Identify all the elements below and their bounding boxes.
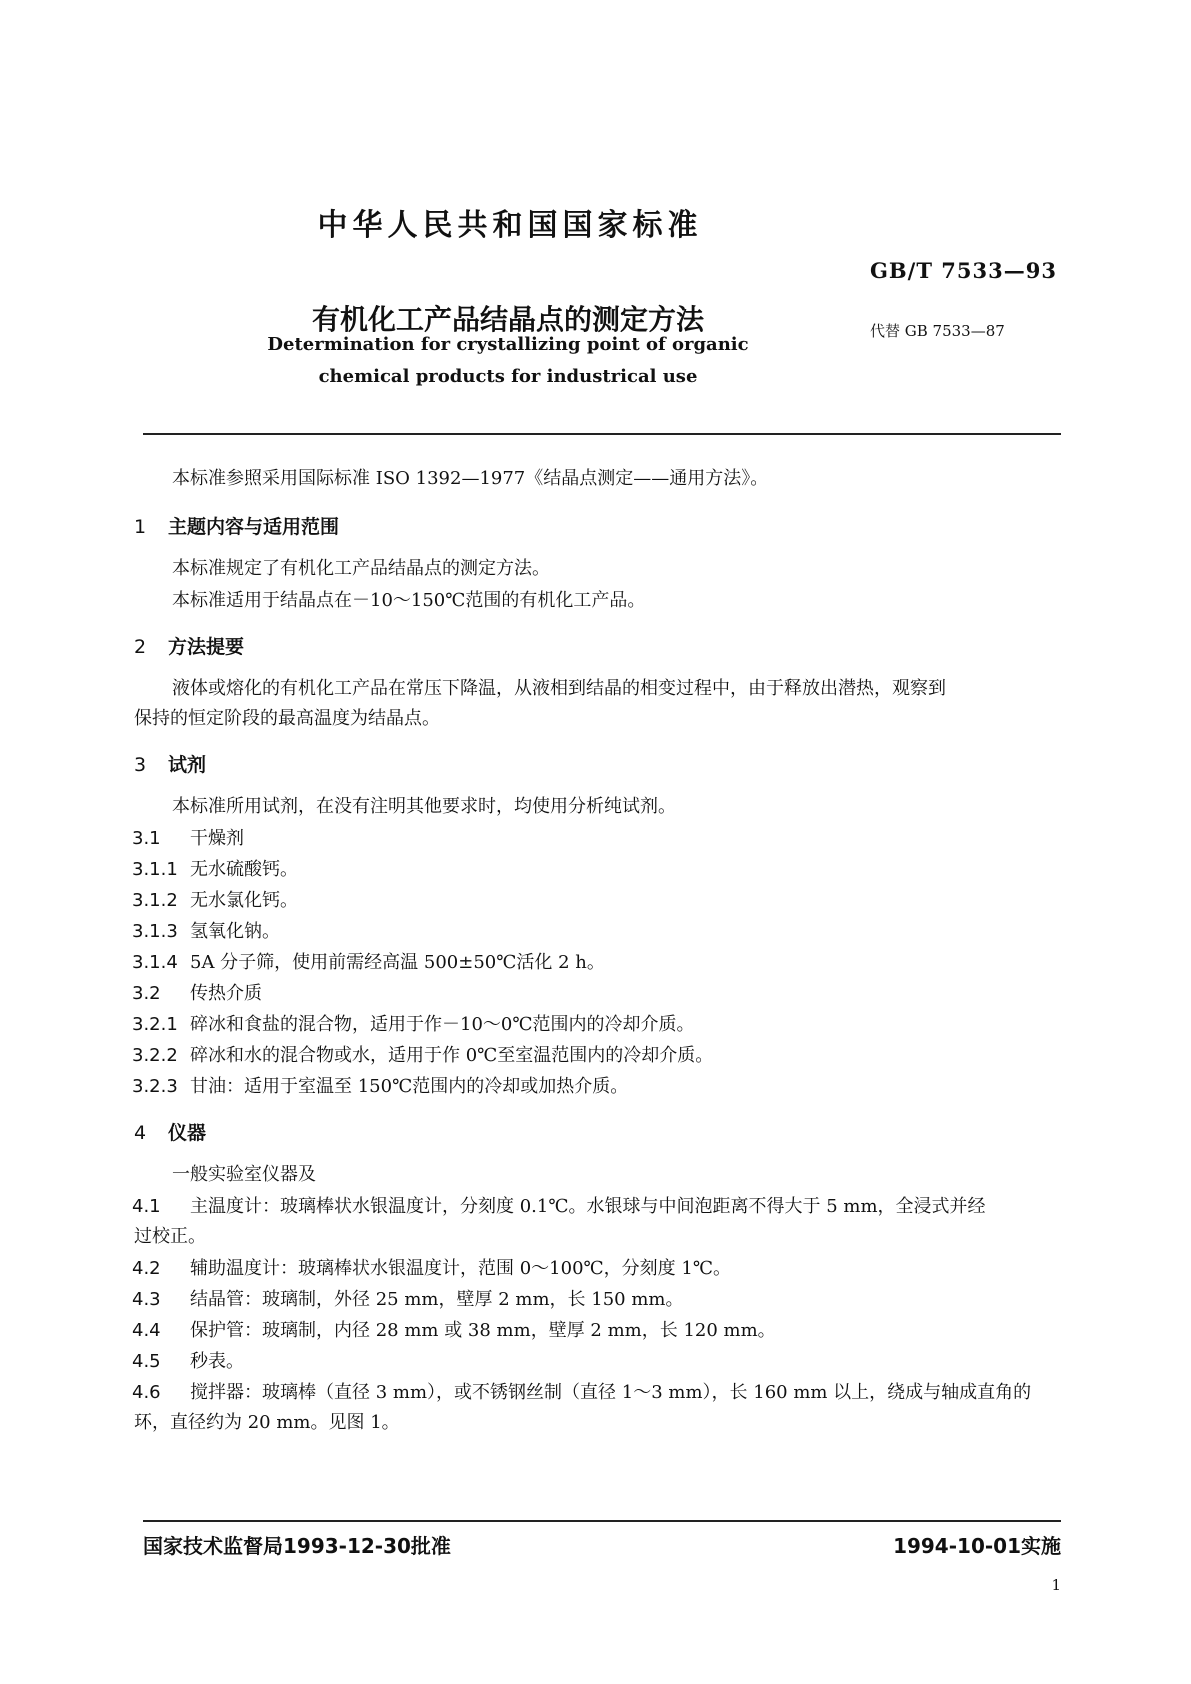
- item-number: 3.2.1: [132, 1014, 178, 1035]
- list-item: [132, 1012, 695, 1038]
- item-number: 3.2.3: [132, 1076, 178, 1097]
- list-item-continuation: 过校正。: [134, 1226, 206, 1247]
- item-text: 5A 分子筛，使用前需经高温 500±50℃活化 2 h。: [190, 952, 605, 973]
- item-number: 3.1.3: [132, 921, 178, 942]
- section-1-heading: [134, 512, 339, 539]
- section-1-title: 主题内容与适用范围: [168, 516, 340, 538]
- footer-divider: [143, 1520, 1061, 1522]
- item-text: 干燥剂: [190, 828, 244, 849]
- item-number: 4.5: [132, 1351, 161, 1372]
- item-text: 碎冰和食盐的混合物，适用于作－10～0℃范围内的冷却介质。: [190, 1014, 695, 1035]
- standard-code: GB/T 7533—93: [870, 258, 1057, 283]
- list-item: [132, 1380, 1031, 1406]
- section-4-paragraph: 一般实验室仪器及: [172, 1164, 316, 1185]
- section-2-number: 2: [134, 636, 147, 658]
- list-item: [132, 888, 298, 914]
- list-item: [132, 1318, 776, 1344]
- item-text: 碎冰和水的混合物或水，适用于作 0℃至室温范围内的冷却介质。: [190, 1045, 714, 1066]
- item-number: 3.1: [132, 828, 161, 849]
- item-text: 主温度计：玻璃棒状水银温度计，分刻度 0.1℃。水银球与中间泡距离不得大于 5 mm，全浸式并经: [190, 1196, 986, 1217]
- section-1-paragraph-1: 本标准规定了有机化工产品结晶点的测定方法。: [172, 558, 550, 579]
- list-item: [132, 1043, 713, 1069]
- item-text: 搅拌器：玻璃棒（直径 3 mm），或不锈钢丝制（直径 1～3 mm），长 160 mm 以上，绕成与轴成直角的: [190, 1382, 1032, 1403]
- item-number: 4.2: [132, 1258, 161, 1279]
- document-title-en-line1: Determination for crystallizing point of organic: [267, 334, 749, 355]
- section-2-paragraph-line-2: 保持的恒定阶段的最高温度为结晶点。: [134, 708, 440, 729]
- item-text: 甘油：适用于室温至 150℃范围内的冷却或加热介质。: [190, 1076, 629, 1097]
- national-standard-heading: 中华人民共和国国家标准: [317, 208, 703, 243]
- item-text: 秒表。: [190, 1351, 244, 1372]
- replaces-note: 代替 GB 7533—87: [870, 322, 1005, 340]
- item-number: 4.4: [132, 1320, 161, 1341]
- intro-paragraph: 本标准参照采用国际标准 ISO 1392—1977《结晶点测定——通用方法》。: [172, 468, 769, 489]
- section-1-paragraph-2: 本标准适用于结晶点在－10～150℃范围的有机化工产品。: [172, 590, 646, 611]
- section-3-number: 3: [134, 754, 147, 776]
- list-item: [132, 826, 244, 852]
- document-title-cn: 有机化工产品结晶点的测定方法: [311, 303, 704, 336]
- item-text: 无水硫酸钙。: [190, 859, 298, 880]
- section-2-heading: [134, 632, 244, 659]
- item-text: 传热介质: [190, 983, 262, 1004]
- list-item: [132, 1287, 683, 1313]
- item-text: 结晶管：玻璃制，外径 25 mm，壁厚 2 mm，长 150 mm。: [190, 1289, 684, 1310]
- item-text: 保护管：玻璃制，内径 28 mm 或 38 mm，壁厚 2 mm，长 120 mm。: [190, 1320, 776, 1341]
- item-number: 3.1.2: [132, 890, 178, 911]
- item-text: 氢氧化钠。: [190, 921, 280, 942]
- item-number: 3.1.4: [132, 952, 178, 973]
- section-4-title: 仪器: [168, 1122, 207, 1144]
- item-number: 4.6: [132, 1382, 161, 1403]
- list-item: [132, 1194, 986, 1220]
- document-title-en-line2: chemical products for industrical use: [318, 366, 698, 387]
- section-3-paragraph: 本标准所用试剂，在没有注明其他要求时，均使用分析纯试剂。: [172, 796, 676, 817]
- section-2-paragraph-line-1: 液体或熔化的有机化工产品在常压下降温，从液相到结晶的相变过程中，由于释放出潜热，观察到: [172, 678, 946, 699]
- item-number: 4.1: [132, 1196, 161, 1217]
- item-text: 辅助温度计：玻璃棒状水银温度计，范围 0～100℃，分刻度 1℃。: [190, 1258, 731, 1279]
- item-text: 无水氯化钙。: [190, 890, 298, 911]
- list-item: [132, 981, 262, 1007]
- item-number: 4.3: [132, 1289, 161, 1310]
- section-3-title: 试剂: [168, 754, 207, 776]
- list-item: [132, 1256, 731, 1282]
- section-1-number: 1: [134, 516, 147, 538]
- list-item: [132, 919, 280, 945]
- list-item-continuation: 环，直径约为 20 mm。见图 1。: [134, 1412, 400, 1433]
- approval-note: 国家技术监督局1993-12-30批准: [143, 1534, 451, 1558]
- section-3-heading: [134, 750, 206, 777]
- implementation-date: 1994-10-01实施: [893, 1534, 1061, 1558]
- list-item: [132, 1349, 244, 1375]
- section-4-number: 4: [134, 1122, 147, 1144]
- list-item: [132, 1074, 628, 1100]
- list-item: [132, 950, 605, 976]
- section-2-title: 方法提要: [168, 636, 245, 658]
- item-number: 3.2.2: [132, 1045, 178, 1066]
- header-divider: [143, 433, 1061, 435]
- list-item: [132, 857, 298, 883]
- page-number: 1: [1051, 1576, 1061, 1594]
- item-number: 3.2: [132, 983, 161, 1004]
- item-number: 3.1.1: [132, 859, 178, 880]
- section-4-heading: [134, 1118, 206, 1145]
